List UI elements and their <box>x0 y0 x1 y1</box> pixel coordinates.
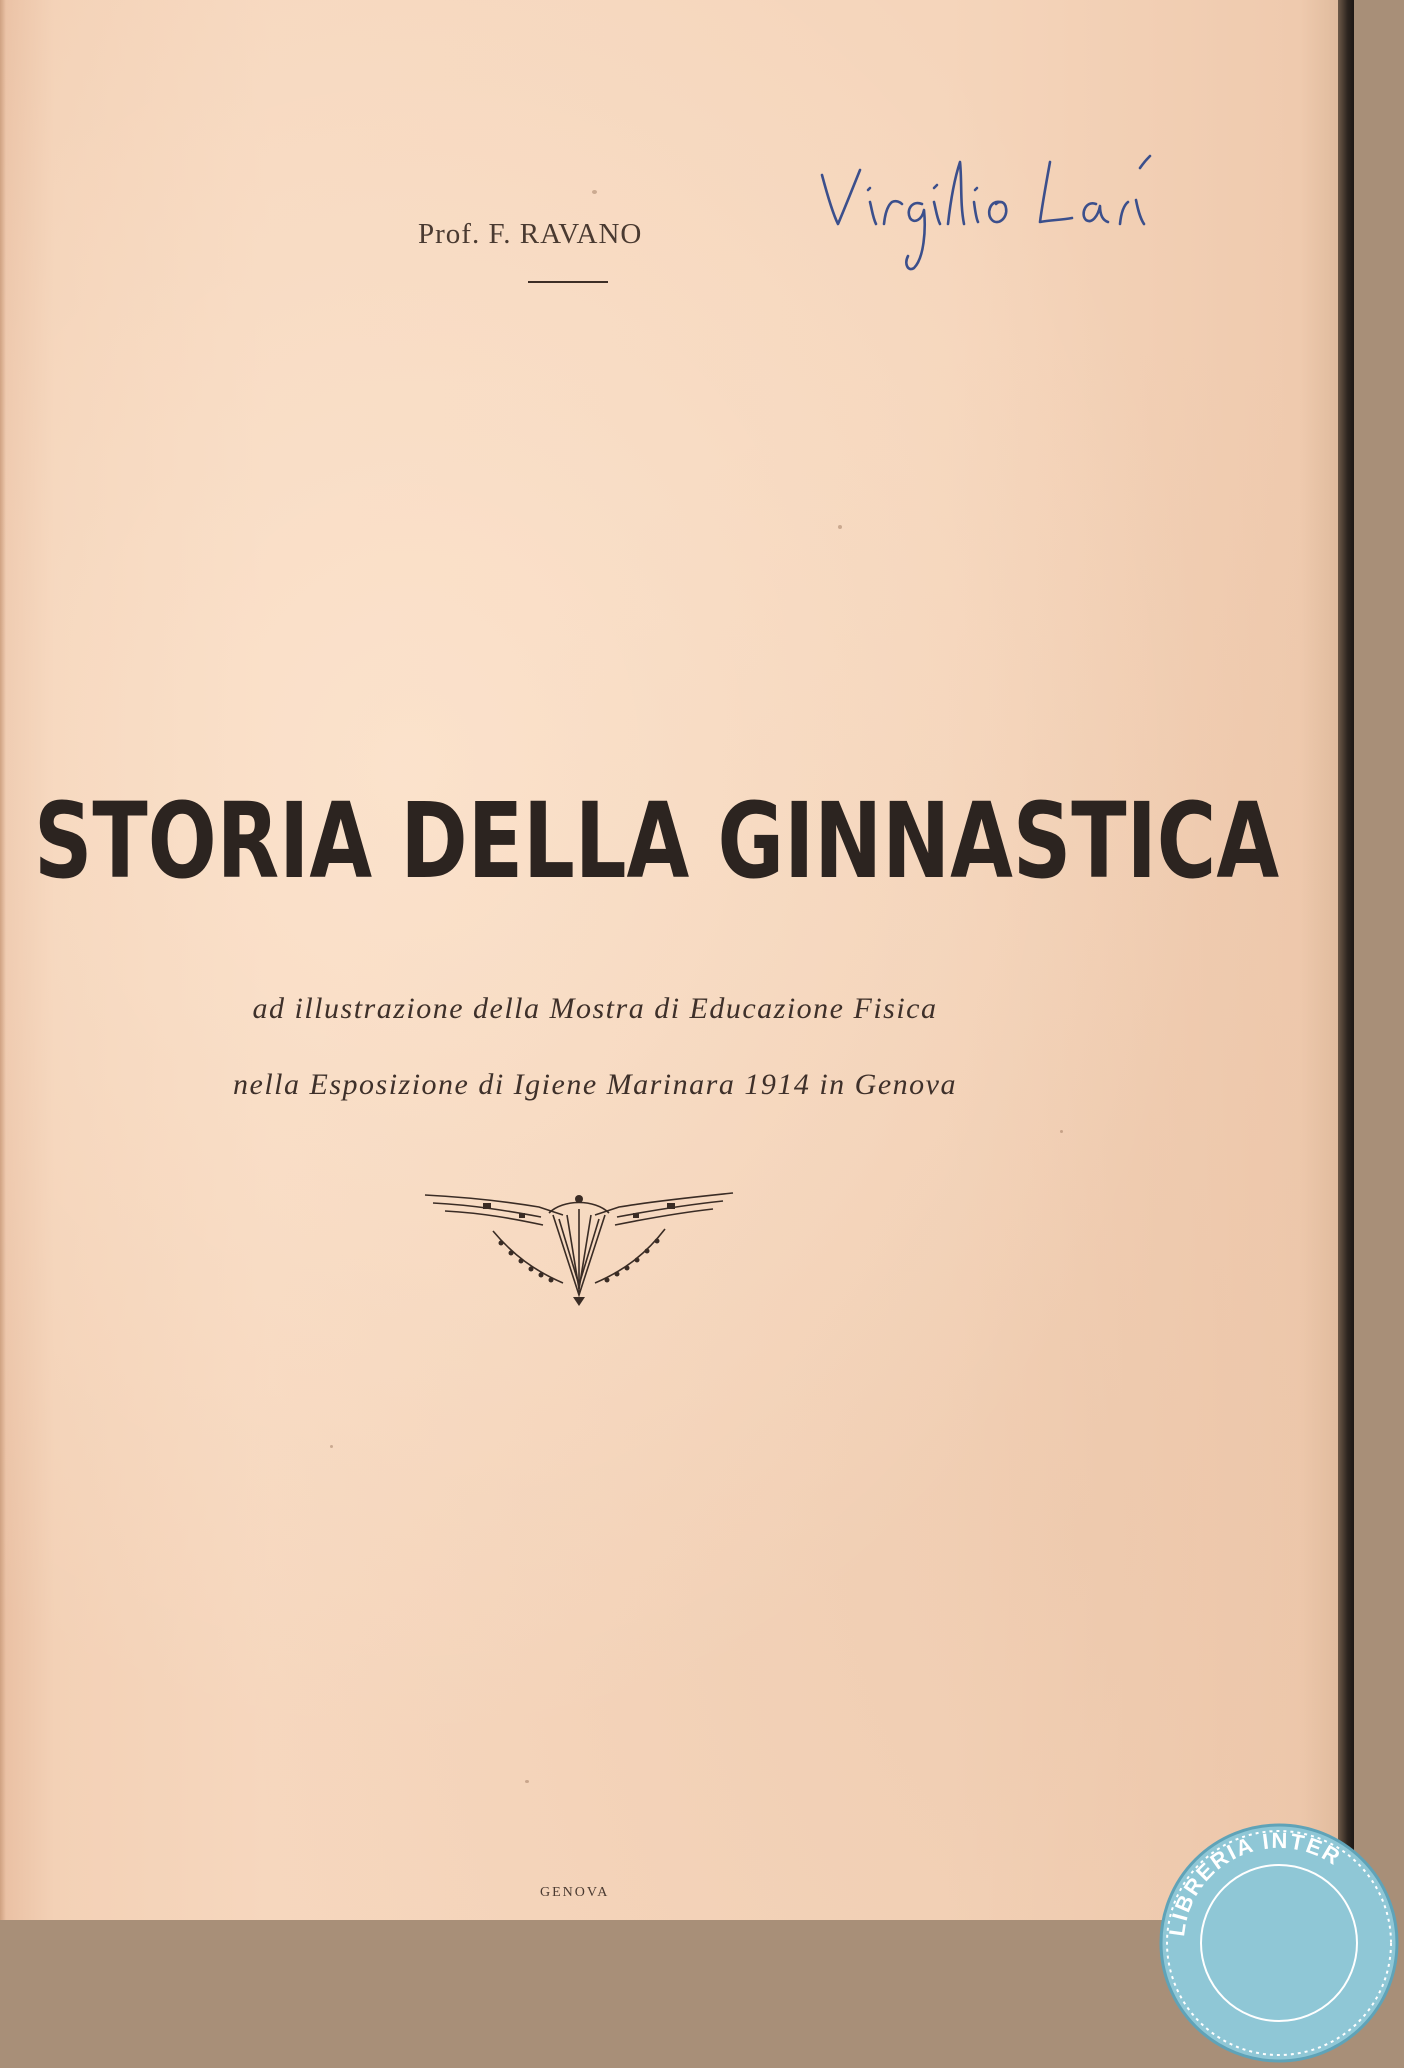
paper-speck <box>525 1780 529 1783</box>
signature-text: Virgilio Lari <box>810 288 816 289</box>
binding-edge <box>1338 0 1354 1920</box>
paper-speck <box>592 190 597 194</box>
stamp-text: LIBRERIA INTER <box>1164 1827 1346 1938</box>
book-title: STORIA DELLA GINNASTICA <box>34 780 1280 902</box>
publication-city: GENOVA <box>540 1885 610 1900</box>
author-name: Prof. F. RAVANO <box>418 218 643 250</box>
fleuron-ornament-icon <box>423 1185 735 1307</box>
bookseller-stamp <box>1154 1818 1404 2068</box>
handwritten-signature <box>810 140 1190 290</box>
paper-speck <box>1060 1130 1063 1133</box>
paper-speck <box>330 1445 333 1448</box>
author-divider <box>528 281 608 283</box>
page-left-edge <box>0 0 6 1920</box>
paper-speck <box>838 525 842 529</box>
subtitle-line-1: ad illustrazione della Mostra di Educazione Fisica <box>252 992 938 1025</box>
subtitle-line-2: nella Esposizione di Igiene Marinara 1914 in Genova <box>233 1068 957 1101</box>
